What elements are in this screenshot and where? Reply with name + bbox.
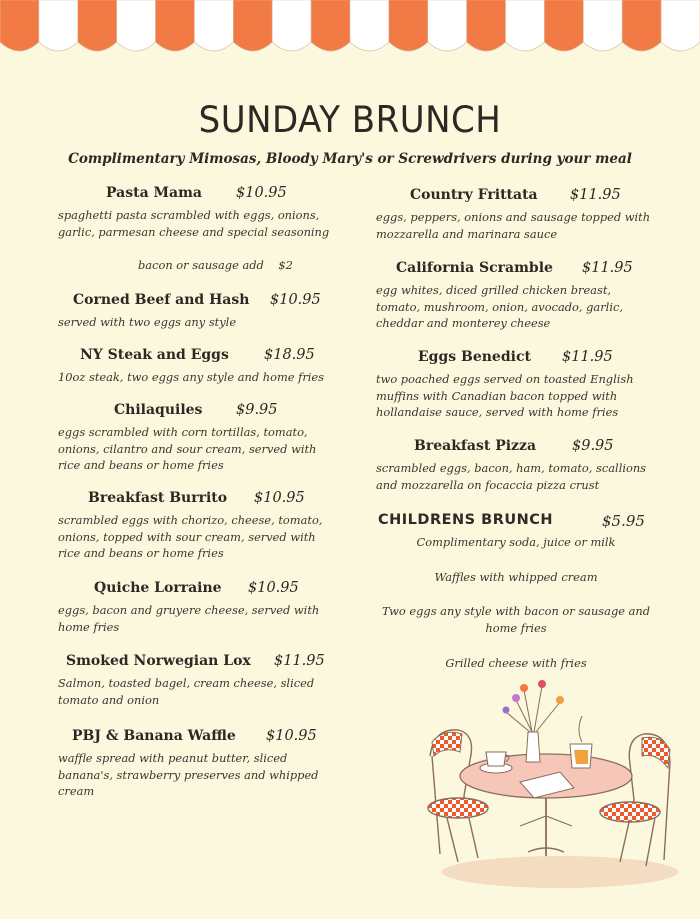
item-description: Salmon, toasted bagel, cream cheese, sliced tomato and onion <box>58 676 315 707</box>
item-description: two poached eggs served on toasted English muffins with Canadian bacon topped with hollandaise sauce, served with home fries <box>376 372 634 419</box>
awning-stripe <box>622 0 661 51</box>
childrens-brunch-price: $5.95 <box>602 512 645 530</box>
item-name: California Scramble <box>396 260 553 276</box>
menu-item-corned-beef <box>58 292 338 331</box>
item-price: $11.95 <box>562 349 613 365</box>
item-name: Chilaquiles <box>114 402 203 418</box>
awning-banner <box>0 0 700 62</box>
item-price: $10.95 <box>236 185 287 201</box>
item-description: eggs, bacon and gruyere cheese, served with home fries <box>58 603 320 634</box>
item-name: Country Frittata <box>410 187 538 203</box>
item-description: scrambled eggs, bacon, ham, tomato, scallions and mozzarella on focaccia pizza crust <box>376 461 647 492</box>
menu-item-smoked-lox <box>58 653 338 708</box>
menu-subtitle: Complimentary Mimosas, Bloody Mary's or Screwdrivers during your meal <box>68 151 632 167</box>
menu-item-chilaquiles <box>58 402 338 474</box>
awning-stripe <box>467 0 506 51</box>
item-description: served with two eggs any style <box>58 315 237 329</box>
item-price: $9.95 <box>572 438 614 454</box>
childrens-option-eggs: Two eggs any style with bacon or sausage and home fries <box>381 604 651 635</box>
cafe-table-illustration <box>420 676 680 896</box>
menu-item-breakfast-pizza <box>376 438 656 493</box>
awning-stripe <box>428 0 467 51</box>
item-description: waffle spread with peanut butter, sliced banana's, strawberry preserves and whipped cream <box>58 751 319 798</box>
awning-stripe <box>39 0 78 51</box>
menu-item-quiche-lorraine <box>58 580 338 635</box>
item-price: $10.95 <box>266 728 317 744</box>
menu-item-breakfast-burrito <box>58 490 338 562</box>
childrens-brunch-header <box>376 512 676 534</box>
awning-stripe <box>78 0 117 51</box>
awning-stripe <box>156 0 195 51</box>
juice-glass <box>570 716 592 768</box>
awning-stripe <box>117 0 156 51</box>
menu-item-pbj-waffle <box>58 728 338 800</box>
item-name: Eggs Benedict <box>418 349 531 365</box>
item-description: egg whites, diced grilled chicken breast, tomato, mushroom, onion, avocado, garlic, cheddar and monterey cheese <box>376 283 623 330</box>
item-description: spaghetti pasta scrambled with eggs, onions, garlic, parmesan cheese and special seasoning <box>58 208 330 239</box>
item-price: $11.95 <box>582 260 633 276</box>
menu-item-eggs-benedict <box>376 349 656 421</box>
item-name: Breakfast Pizza <box>414 438 537 454</box>
awning-stripe <box>233 0 272 51</box>
flower-vase <box>503 680 565 762</box>
item-price: $11.95 <box>274 653 325 669</box>
item-description: eggs, peppers, onions and sausage topped with mozzarella and marinara sauce <box>376 210 651 241</box>
childrens-option-waffles: Waffles with whipped cream <box>434 570 598 584</box>
menu-item-country-frittata <box>376 187 656 242</box>
awning-stripe <box>311 0 350 51</box>
menu-item-pasta-mama <box>58 185 338 240</box>
addon-price: $2 <box>278 258 293 272</box>
item-description: scrambled eggs with chorizo, cheese, tomato, onions, topped with sour cream, served with rice and beans or home fries <box>58 513 323 560</box>
addon-note <box>138 258 293 272</box>
awning-stripe <box>389 0 428 51</box>
item-description: eggs scrambled with corn tortillas, tomato, onions, cilantro and sour cream, served with rice and beans or home fries <box>58 425 317 472</box>
item-price: $11.95 <box>570 187 621 203</box>
item-name: Breakfast Burrito <box>88 490 228 506</box>
awning-stripe <box>544 0 583 51</box>
awning-stripe <box>583 0 622 51</box>
childrens-brunch-title: CHILDRENS BRUNCH <box>378 512 554 528</box>
item-name: NY Steak and Eggs <box>80 347 229 363</box>
menu-item-ny-steak <box>58 347 338 386</box>
awning-stripe <box>272 0 311 51</box>
menu-item-california-scramble <box>376 260 656 332</box>
item-name: Smoked Norwegian Lox <box>66 653 251 669</box>
awning-stripe <box>661 0 700 51</box>
menu-title: SUNDAY BRUNCH <box>198 98 502 142</box>
item-price: $10.95 <box>254 490 305 506</box>
awning-stripe <box>350 0 389 51</box>
childrens-drink-note: Complimentary soda, juice or milk <box>416 535 616 549</box>
item-name: PBJ & Banana Waffle <box>72 728 236 744</box>
item-price: $9.95 <box>236 402 278 418</box>
item-name: Corned Beef and Hash <box>73 292 250 308</box>
item-name: Quiche Lorraine <box>94 580 222 596</box>
childrens-option-grilled-cheese: Grilled cheese with fries <box>445 656 587 670</box>
awning-stripe <box>506 0 545 51</box>
item-name: Pasta Mama <box>106 185 202 201</box>
addon-label: bacon or sausage add <box>138 258 264 272</box>
item-price: $10.95 <box>270 292 321 308</box>
item-description: 10oz steak, two eggs any style and home fries <box>58 370 325 384</box>
right-chair-back <box>642 737 670 768</box>
floor-shadow <box>442 856 678 888</box>
awning-stripe <box>194 0 233 51</box>
item-price: $10.95 <box>248 580 299 596</box>
item-price: $18.95 <box>264 347 315 363</box>
left-chair-back <box>432 732 462 756</box>
awning-stripe <box>0 0 39 51</box>
